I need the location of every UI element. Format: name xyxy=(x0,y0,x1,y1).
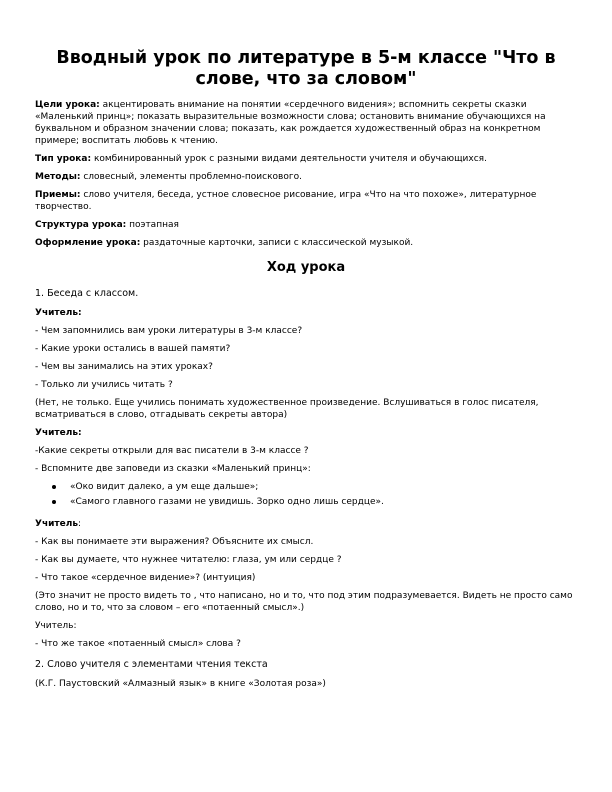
design-text: раздаточные карточки, записи с классической музыкой. xyxy=(140,238,414,248)
goals-label: Цели урока: xyxy=(35,100,100,110)
teacher-label: Учитель: xyxy=(35,621,77,631)
teacher-label: Учитель: xyxy=(35,428,82,438)
lesson-type xyxy=(35,153,577,165)
question: - Как вы понимаете эти выражения? Объясните их смысл. xyxy=(35,537,314,547)
lesson-goals xyxy=(35,99,577,147)
question: - Что такое «сердечное видение»? (интуиция) xyxy=(35,573,256,583)
structure-text: поэтапная xyxy=(126,220,179,230)
page-title: Вводный урок по литературе в 5-м классе "Что в слове, что за словом" xyxy=(56,48,556,89)
question: - Чем вы занимались на этих уроках? xyxy=(35,362,213,372)
goals-text: акцентировать внимание на понятии «сердечного видения»; вспомнить секреты сказки «Маленький принц»; показать выразительные возможности слова; остановить внимание обучающихся на буквальном и образном значении слова; показать, как рождается художественный образ на конкретном примере; воспитать любовь к чтению. xyxy=(35,100,546,146)
section1-heading: 1. Беседа с классом. xyxy=(35,288,139,299)
type-label: Тип урока: xyxy=(35,154,92,164)
quote-item: «Самого главного газами не увидишь. Зорко одно лишь сердце». xyxy=(62,496,577,508)
type-text: комбинированный урок с разными видами деятельности учителя и обучающихся. xyxy=(91,154,487,164)
section2-heading: 2. Слово учителя с элементами чтения текста xyxy=(35,659,268,670)
design-label: Оформление урока: xyxy=(35,238,141,248)
lesson-techniques xyxy=(35,189,577,213)
techniques-label: Приемы: xyxy=(35,190,81,200)
question: - Вспомните две заповеди из сказки «Маленький принц»: xyxy=(35,464,311,474)
question: - Только ли учились читать ? xyxy=(35,380,173,390)
structure-label: Структура урока: xyxy=(35,220,127,230)
question: -Какие секреты открыли для вас писатели в 3-м классе ? xyxy=(35,446,309,456)
teacher-label: Учитель: xyxy=(35,519,82,529)
question: - Что же такое «потаенный смысл» слова ? xyxy=(35,639,241,649)
quote-item: «Око видит далеко, а ум еще дальше»; xyxy=(62,481,577,493)
lesson-design xyxy=(35,237,577,249)
question: - Чем запомнились вам уроки литературы в 3-м классе? xyxy=(35,326,303,336)
question: - Какие уроки остались в вашей памяти? xyxy=(35,344,231,354)
source-reference: (К.Г. Паустовский «Алмазный язык» в книге «Золотая роза») xyxy=(35,679,326,689)
question: - Как вы думаете, что нужнее читателю: глаза, ум или сердце ? xyxy=(35,555,342,565)
lesson-structure xyxy=(35,219,577,231)
lesson-methods xyxy=(35,171,577,183)
course-title: Ход урока xyxy=(266,260,346,275)
methods-label: Методы: xyxy=(35,172,81,182)
quote-list xyxy=(35,481,577,508)
methods-text: словесный, элементы проблемно-поискового. xyxy=(80,172,302,182)
answer: (Нет, не только. Еще учились понимать художественное произведение. Вслушиваться в голос писателя, всматриваться в слово, отгадывать секреты автора) xyxy=(35,398,539,420)
teacher-label: Учитель: xyxy=(35,308,82,318)
answer: (Это значит не просто видеть то , что написано, но и то, что под этим подразумевается. Видеть не просто само слово, но и то, что за словом – его «потаенный смысл».) xyxy=(35,591,573,613)
techniques-text: слово учителя, беседа, устное словесное рисование, игра «Что на что похоже», литературное творчество. xyxy=(35,190,537,212)
